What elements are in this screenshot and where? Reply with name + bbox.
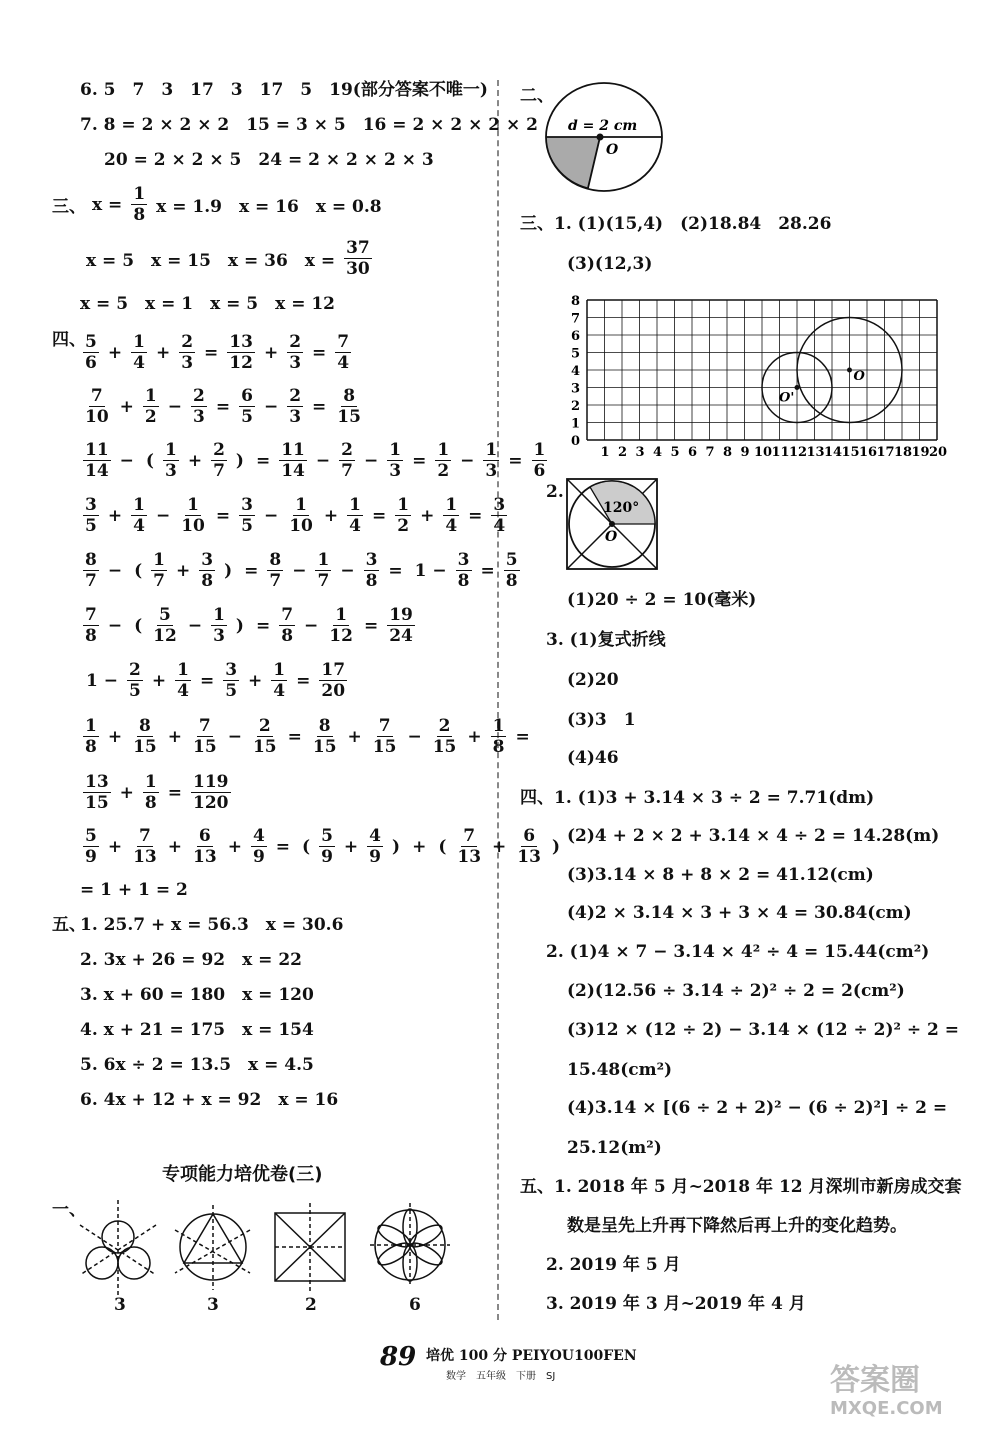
eq-text: x = 5 x = 15 x = 36 x =: [86, 251, 336, 271]
shape-count: 2: [305, 1295, 317, 1315]
operator: =: [468, 505, 483, 526]
operator: −: [363, 450, 379, 471]
operator: ): [235, 450, 244, 471]
operator: =: [363, 615, 379, 636]
shape-count: 3: [207, 1295, 219, 1315]
fraction-equation: [80, 716, 536, 757]
y-tick: 4: [571, 364, 581, 379]
operator: +: [467, 726, 482, 747]
section-3-line-3: x = 5 x = 1 x = 5 x = 12: [80, 294, 336, 314]
fraction: $\frac{2}{3}$: [193, 386, 205, 427]
fraction: $\frac{17}{20}$: [321, 660, 346, 701]
fraction: $\frac{2}{5}$: [129, 660, 141, 701]
operator: =: [255, 450, 271, 471]
operator: =: [204, 342, 219, 363]
operator: −: [187, 615, 203, 636]
fraction: $\frac{7}{15}$: [193, 716, 217, 757]
y-tick: 8: [571, 294, 581, 309]
fraction: $\frac{7}{13}$: [133, 826, 157, 867]
x-tick: 15: [841, 445, 860, 460]
r-line: (2)4 + 2 × 2 + 3.14 × 4 ÷ 2 = 14.28(m): [567, 826, 940, 846]
fraction-equation: [80, 660, 350, 701]
fraction: $\frac{2}{7}$: [213, 440, 225, 481]
r-line: 三、1. (1)(15,4) (2)18.84 28.26: [520, 214, 832, 234]
fraction: 3 5: [85, 495, 97, 536]
column-divider: [497, 80, 499, 1320]
r-line: 15.48(cm²): [567, 1060, 673, 1080]
r-line: (1)20 ÷ 2 = 10(毫米): [567, 590, 757, 610]
operator: +: [107, 726, 123, 747]
operator: +: [187, 450, 203, 471]
operator: =: [275, 836, 291, 857]
operator: +: [412, 836, 427, 857]
r-line: (3)12 × (12 ÷ 2) − 3.14 × (12 ÷ 2)² ÷ 2 =: [567, 1020, 960, 1040]
operator: −: [107, 560, 123, 581]
operator: +: [263, 342, 279, 363]
operator: =: [388, 560, 403, 581]
fraction: $\frac{4}{9}$: [252, 826, 265, 867]
fraction: $\frac{1}{12}$: [329, 605, 353, 646]
s5-line: 6. 4x + 12 + x = 92 x = 16: [80, 1090, 339, 1110]
fraction: $\frac{7}{8}$: [281, 605, 294, 646]
section-3-line-2: [80, 238, 375, 279]
answer-line-7: 7. 8 = 2 × 2 × 2 15 = 3 × 5 16 = 2 × 2 × 2 × 2: [80, 115, 538, 135]
s5-line: 2. 3x + 26 = 92 x = 22: [80, 950, 302, 970]
fraction: $\frac{37}{30}$: [346, 238, 370, 279]
r-line: (4)46: [567, 748, 619, 768]
operator: =: [312, 342, 327, 363]
x-tick: 9: [740, 445, 750, 460]
fraction: $\frac{4}{9}$: [369, 826, 382, 867]
shape-count: 3: [114, 1295, 126, 1315]
operator: +: [119, 782, 134, 803]
x-tick: 6: [688, 445, 698, 460]
y-tick: 6: [571, 329, 581, 344]
s5-line: 4. x + 21 = 175 x = 154: [80, 1020, 314, 1040]
s5-line: 5. 6x ÷ 2 = 13.5 x = 4.5: [80, 1055, 314, 1075]
operator: ): [392, 836, 401, 857]
operator: ): [551, 836, 560, 857]
fraction: $\frac{2}{3}$: [181, 332, 194, 373]
x-tick: 14: [824, 445, 843, 460]
operator: −: [292, 560, 307, 581]
triangle-in-circle-shape: [175, 1205, 250, 1290]
fraction: 5 6: [85, 332, 97, 373]
operator: =: [515, 726, 530, 747]
fraction: $\frac{8}{15}$: [337, 386, 361, 427]
fraction: 7 8: [85, 605, 97, 646]
fraction: $\frac{3}{8}$: [457, 550, 470, 591]
fraction-equation: [80, 826, 566, 867]
fraction: $\frac{3}{5}$: [225, 660, 238, 701]
section-title: 专项能力培优卷(三): [162, 1164, 323, 1185]
fraction: $\frac{1}{8}$: [133, 184, 146, 225]
fraction: 1 3: [164, 440, 177, 481]
fraction: $\frac{6}{13}$: [193, 826, 217, 867]
operator: +: [227, 836, 242, 857]
fraction: $\frac{2}{15}$: [432, 716, 457, 757]
operator: +: [151, 670, 167, 691]
operator: +: [107, 505, 123, 526]
fraction: $\frac{2}{7}$: [341, 440, 353, 481]
x-tick: 4: [653, 445, 663, 460]
r-line: (3)(12,3): [567, 254, 653, 274]
r-line: (3)3 1: [567, 710, 636, 730]
fraction: $\frac{13}{12}$: [229, 332, 253, 373]
fraction: $\frac{1}{8}$: [144, 772, 157, 813]
eq-text: x =: [92, 194, 123, 215]
operator: =: [412, 450, 427, 471]
x-tick: 1: [600, 445, 610, 460]
section-label: 一、: [52, 1200, 86, 1220]
fraction: $\frac{1}{3}$: [485, 440, 498, 481]
y-tick: 1: [571, 416, 581, 432]
r-line: 数是呈先上升再下降然后再上升的变化趋势。: [567, 1216, 907, 1236]
x-tick: 19: [911, 445, 930, 460]
operator: −: [304, 615, 319, 636]
fraction: $\frac{2}{3}$: [289, 332, 302, 373]
operator: −: [407, 726, 422, 747]
fraction: $\frac{1}{7}$: [317, 550, 330, 591]
operator: −: [167, 396, 183, 417]
square-circle-figure: [565, 477, 660, 572]
fraction: $\frac{11}{14}$: [281, 440, 305, 481]
fraction-equation: [80, 550, 523, 591]
y-tick: 3: [571, 381, 581, 397]
r-line: (4)2 × 3.14 × 3 + 3 × 4 = 30.84(cm): [567, 903, 912, 923]
eq-text: x = 1.9 x = 16 x = 0.8: [156, 197, 382, 217]
operator: =: [508, 450, 523, 471]
section-label: 二、: [520, 86, 554, 106]
y-tick: 2: [571, 399, 581, 414]
r-line: (2)20: [567, 670, 619, 690]
fraction: 5 12: [153, 605, 177, 646]
operator: ): [235, 615, 244, 636]
fraction: $\frac{3}{8}$: [365, 550, 378, 591]
diameter-label: d = 2 cm: [568, 118, 638, 134]
fraction: $\frac{3}{8}$: [201, 550, 214, 591]
fraction: $\frac{7}{15}$: [372, 716, 397, 757]
fraction: 13 15: [85, 772, 109, 813]
operator: (: [302, 836, 311, 857]
x-tick: 12: [789, 445, 808, 460]
operator: (: [134, 615, 143, 636]
operator: =: [296, 670, 311, 691]
operator: =: [312, 396, 327, 417]
center-o-prime: O': [779, 390, 795, 406]
fraction: 5 9: [85, 826, 97, 867]
fraction: 7 10: [85, 386, 109, 427]
fraction: $\frac{1}{4}$: [445, 495, 458, 536]
fraction-equation: [80, 440, 550, 481]
operator: ): [224, 560, 233, 581]
fraction: 5 9: [321, 826, 333, 867]
operator: +: [167, 836, 183, 857]
r-line: (2)(12.56 ÷ 3.14 ÷ 2)² ÷ 2 = 2(cm²): [567, 981, 905, 1001]
operator: −: [340, 560, 355, 581]
x-tick: 3: [635, 445, 645, 460]
operator: +: [420, 505, 435, 526]
operator: +: [119, 396, 134, 417]
x-tick: 2: [618, 445, 628, 460]
y-tick: 7: [571, 311, 581, 327]
operator: +: [107, 836, 123, 857]
fraction: $\frac{1}{4}$: [133, 332, 145, 373]
fraction: $\frac{6}{13}$: [517, 826, 541, 867]
shape-count: 6: [409, 1295, 421, 1315]
section-3-line-1: [52, 184, 388, 225]
r-line: (3)3.14 × 8 + 8 × 2 = 41.12(cm): [567, 865, 874, 885]
x-tick: 16: [859, 445, 878, 460]
operator: +: [155, 342, 171, 363]
angle-label: 120°: [603, 500, 640, 516]
operator: =: [215, 396, 231, 417]
flower-shape: [370, 1203, 450, 1287]
operator: +: [343, 836, 359, 857]
fraction: $\frac{8}{7}$: [269, 550, 282, 591]
fraction: $\frac{8}{15}$: [133, 716, 157, 757]
symmetry-shapes: [70, 1195, 490, 1305]
y-tick: 0: [571, 434, 581, 449]
operator: −: [119, 450, 134, 471]
operator: −: [315, 450, 331, 471]
fraction: $\frac{3}{4}$: [493, 495, 506, 536]
coordinate-grid: [565, 290, 948, 460]
eq-last-line: = 1 + 1 = 2: [80, 880, 188, 900]
footer-sub: 数学 五年级 下册 SJ: [446, 1371, 556, 1382]
x-tick: 11: [771, 445, 790, 460]
y-tick: 5: [571, 346, 581, 362]
center-o: O: [853, 369, 865, 384]
watermark-url: MXQE.COM: [830, 1398, 943, 1419]
section-label: 四、: [52, 330, 86, 350]
answer-line-6: 6. 5 7 3 17 3 17 5 19(部分答案不唯一): [80, 80, 488, 100]
x-tick: 18: [894, 445, 913, 460]
fraction: $\frac{1}{10}$: [289, 495, 313, 536]
fraction: 1 8: [85, 716, 97, 757]
r-line: 3. 2019 年 3 月~2019 年 4 月: [546, 1294, 806, 1314]
operator: +: [347, 726, 362, 747]
operator: +: [167, 726, 183, 747]
operator: +: [107, 342, 123, 363]
fraction: $\frac{1}{2}$: [437, 440, 450, 481]
operator: =: [215, 505, 231, 526]
operator: +: [248, 670, 263, 691]
three-circles-shape: [80, 1200, 156, 1295]
r-line: 2. 2019 年 5 月: [546, 1255, 681, 1275]
watermark-logo: 答案圈: [830, 1363, 920, 1398]
section-label: 五、: [52, 915, 86, 935]
center-label: O: [606, 142, 619, 158]
fraction: $\frac{1}{4}$: [177, 660, 189, 701]
fraction: $\frac{19}{24}$: [389, 605, 413, 646]
fraction: 11 14: [85, 440, 109, 481]
fraction: $\frac{1}{8}$: [492, 716, 505, 757]
x-tick: 8: [723, 445, 733, 460]
operator: −: [263, 505, 279, 526]
fraction: $\frac{2}{15}$: [252, 716, 277, 757]
fraction: 7 13: [457, 826, 482, 867]
fraction: 1 7: [153, 550, 165, 591]
q2-label: 2.: [546, 482, 564, 502]
operator: 1 −: [414, 560, 447, 581]
fraction: $\frac{1}{3}$: [213, 605, 225, 646]
s5-line: 3. x + 60 = 180 x = 120: [80, 985, 314, 1005]
fraction: $\frac{1}{3}$: [389, 440, 402, 481]
operator: (: [145, 450, 154, 471]
fraction: $\frac{3}{5}$: [241, 495, 253, 536]
fraction: $\frac{1}{4}$: [349, 495, 361, 536]
r-line: 25.12(m²): [567, 1138, 662, 1158]
operator: =: [199, 670, 215, 691]
operator: (: [438, 836, 447, 857]
x-tick: 7: [705, 445, 715, 460]
operator: =: [287, 726, 302, 747]
x-tick: 17: [876, 445, 895, 460]
fraction-equation: [80, 772, 234, 813]
operator: −: [155, 505, 171, 526]
fraction: $\frac{1}{10}$: [181, 495, 205, 536]
operator: +: [323, 505, 339, 526]
center-label: O: [605, 529, 618, 545]
operator: =: [244, 560, 259, 581]
r-line: 四、1. (1)3 + 3.14 × 3 ÷ 2 = 7.71(dm): [520, 788, 875, 808]
operator: =: [255, 615, 271, 636]
circle-figure: [540, 82, 670, 197]
s5-line: 1. 25.7 + x = 56.3 x = 30.6: [80, 915, 344, 935]
fraction-equation: [80, 495, 510, 536]
section-label: 三、: [52, 197, 86, 217]
fraction: $\frac{1}{4}$: [133, 495, 145, 536]
r-line: (4)3.14 × [(6 ÷ 2 + 2)² − (6 ÷ 2)²] ÷ 2 =: [567, 1098, 948, 1118]
x-tick: 20: [929, 445, 948, 460]
fraction: $\frac{119}{120}$: [193, 772, 229, 813]
fraction: 8 7: [85, 550, 97, 591]
brand: 培优 100 分 PEIYOU100FEN: [426, 1348, 637, 1364]
operator: −: [107, 615, 123, 636]
fraction: $\frac{8}{15}$: [312, 716, 337, 757]
operator: 1 −: [86, 670, 118, 691]
x-tick: 13: [806, 445, 825, 460]
operator: −: [227, 726, 242, 747]
fraction: $\frac{5}{8}$: [505, 550, 518, 591]
page-number: 89: [380, 1342, 417, 1372]
operator: +: [492, 836, 507, 857]
operator: −: [263, 396, 279, 417]
x-tick: 5: [670, 445, 680, 460]
fraction: $\frac{1}{2}$: [144, 386, 157, 427]
fraction-equation: [80, 386, 366, 427]
operator: (: [134, 560, 143, 581]
fraction: $\frac{7}{4}$: [337, 332, 350, 373]
operator: −: [460, 450, 475, 471]
operator: =: [371, 505, 387, 526]
fraction: $\frac{1}{2}$: [397, 495, 410, 536]
fraction: $\frac{2}{3}$: [289, 386, 302, 427]
r-line: 五、1. 2018 年 5 月~2018 年 12 月深圳市新房成交套: [520, 1177, 962, 1197]
operator: =: [480, 560, 495, 581]
r-line: 3. (1)复式折线: [546, 630, 666, 650]
operator: =: [167, 782, 183, 803]
r-line: 2. (1)4 × 7 − 3.14 × 4² ÷ 4 = 15.44(cm²): [546, 942, 930, 962]
answer-line-7b: 20 = 2 × 2 × 5 24 = 2 × 2 × 2 × 3: [104, 150, 434, 170]
hourglass-shape: [275, 1203, 345, 1293]
fraction: $\frac{6}{5}$: [241, 386, 253, 427]
fraction: $\frac{1}{6}$: [533, 440, 546, 481]
fraction-equation: [80, 605, 418, 646]
x-tick: 10: [754, 445, 773, 460]
fraction: $\frac{1}{4}$: [273, 660, 286, 701]
fraction-equation: [80, 332, 354, 373]
operator: +: [175, 560, 191, 581]
